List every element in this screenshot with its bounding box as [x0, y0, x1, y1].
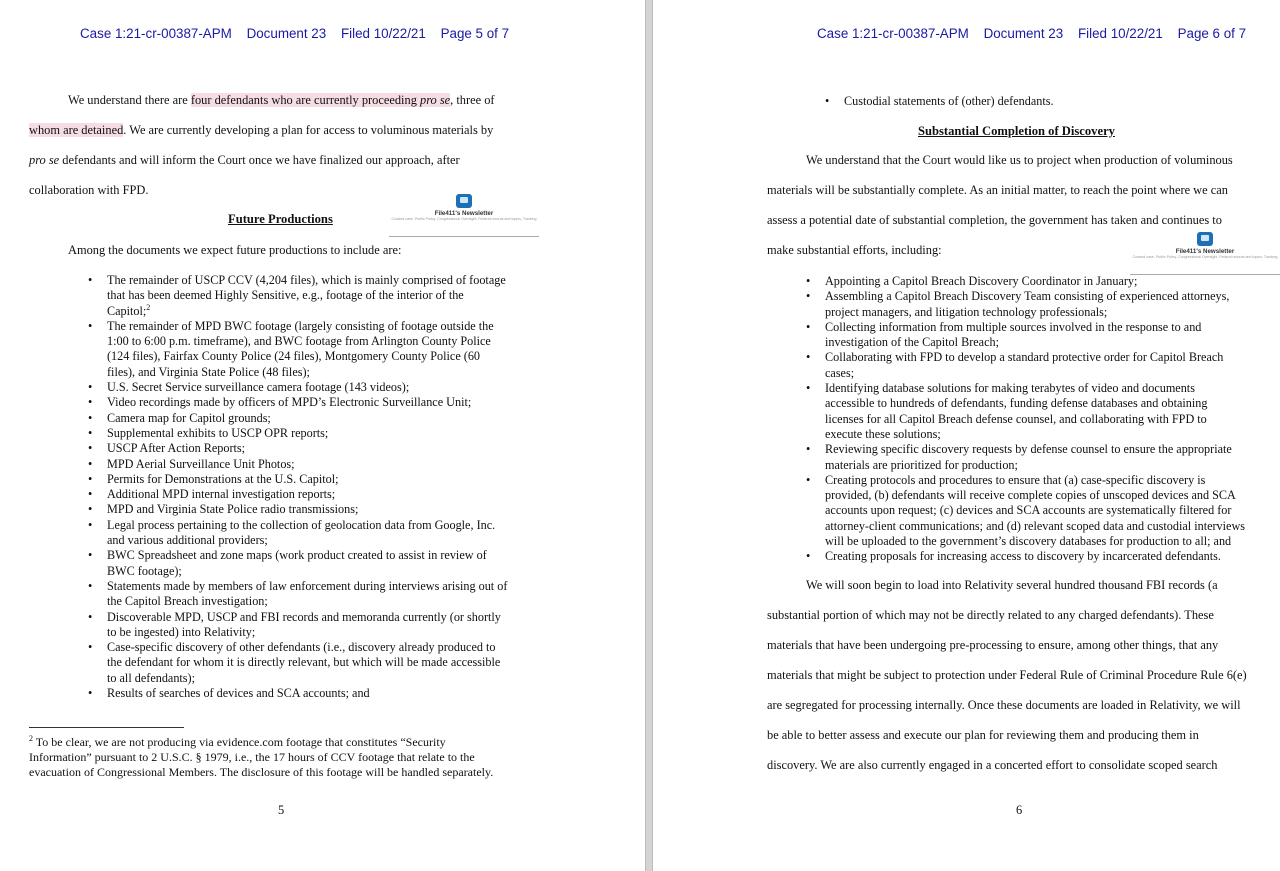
document-number: Document 23	[983, 26, 1064, 41]
intro-line: Among the documents we expect future productions to include are:	[68, 243, 402, 257]
paragraph-line: substantial portion of which may not be directly related to any charged defendants). These	[767, 608, 1214, 622]
efforts-list	[806, 274, 1276, 565]
list-item: • Discoverable MPD, USCP and FBI records and memoranda currently (or shortly to be ingested) into Relativity;	[88, 610, 548, 641]
list-item: • Statements made by members of law enforcement during interviews arising out of the Capitol Breach investigation;	[88, 579, 548, 610]
paragraph-line: We understand there are four defendants who are currently proceeding pro se, three of	[68, 93, 495, 107]
footnote: $^2$ To be clear, we are not producing via evidence.com footage that constitutes “Security Information” pursuant to 2 U.S.C. § 1979, i.e., the 17 hours of CCV footage that relate to the evacuation of Congressional Members. The disclosure of this footage will be handled separately.	[29, 734, 494, 779]
section-heading: Future Productions	[228, 212, 333, 226]
paragraph-line: be able to better assess and execute our plan for reviewing them and producing them in	[767, 728, 1199, 742]
paragraph-line: are segregated for processing internally. Once these documents are loaded in Relativity, we will	[767, 698, 1241, 712]
list-item: • Reviewing specific discovery requests by defense counsel to ensure the appropriate materials are prioritized for production;	[806, 442, 1276, 473]
list-item: • U.S. Secret Service surveillance camera footage (143 videos);	[88, 380, 548, 395]
list-item: • Case-specific discovery of other defendants (i.e., discovery already produced to the defendant for whom it is directly relevant, but which will be made accessible to all defendants);	[88, 640, 548, 686]
page-indicator: Page 6 of 7	[1177, 26, 1247, 41]
paragraph-line: materials that might be subject to protection under Federal Rule of Criminal Procedure Rule 6(e)	[767, 668, 1247, 682]
document-page-6	[653, 0, 1280, 871]
highlighted-text: four defendants who are currently proceeding pro se	[190, 93, 451, 107]
page-number: 5	[278, 803, 285, 817]
filed-date: Filed 10/22/21	[340, 26, 426, 41]
list-item: • Assembling a Capitol Breach Discovery Team consisting of experienced attorneys, project managers, and litigation technology professionals;	[806, 289, 1276, 320]
paragraph-line: collaboration with FPD.	[29, 183, 149, 197]
list-item: • Supplemental exhibits to USCP OPR reports;	[88, 426, 548, 441]
list-item: • Custodial statements of (other) defendants.	[825, 94, 1245, 109]
production-list	[88, 273, 548, 701]
paragraph-line: assess a potential date of substantial completion, the government has taken and continues to	[767, 213, 1222, 227]
newsletter-stamp: File411's Newsletter Curated case, Public Policy, Congressional Oversight, Federal records and topics, Tracking	[389, 192, 539, 237]
list-item: • MPD Aerial Surveillance Unit Photos;	[88, 457, 548, 472]
highlighted-text: whom are detained	[29, 123, 124, 137]
section-heading: Substantial Completion of Discovery	[918, 124, 1115, 138]
paragraph-line: discovery. We are also currently engaged in a concerted effort to consolidate scoped search	[767, 758, 1218, 772]
list-item: • Collecting information from multiple sources involved in the response to and investigation of the Capitol Breach;	[806, 320, 1276, 351]
page-header	[80, 26, 520, 41]
page-indicator: Page 5 of 7	[440, 26, 510, 41]
paragraph-line: We understand that the Court would like us to project when production of voluminous	[806, 153, 1233, 167]
page-number: 6	[1016, 803, 1023, 817]
list-item: • Camera map for Capitol grounds;	[88, 411, 548, 426]
list-item: • BWC Spreadsheet and zone maps (work product created to assist in review of BWC footage);	[88, 548, 548, 579]
list-item: • Permits for Demonstrations at the U.S. Capitol;	[88, 472, 548, 487]
list-item: • Creating proposals for increasing access to discovery by incarcerated defendants.	[806, 549, 1276, 564]
document-number: Document 23	[246, 26, 327, 41]
list-item: • Collaborating with FPD to develop a standard protective order for Capitol Breach cases;	[806, 350, 1276, 381]
list-item: • The remainder of USCP CCV (4,204 files), which is mainly comprised of footage that has been deemed Highly Sensitive, e.g., footage of the interior of the Capitol;$^2$	[88, 273, 548, 319]
top-bullet-list	[825, 94, 1245, 109]
list-item: • Additional MPD internal investigation reports;	[88, 487, 548, 502]
footnote-rule	[29, 727, 184, 728]
list-item: • Legal process pertaining to the collection of geolocation data from Google, Inc. and various additional providers;	[88, 518, 548, 549]
list-item: • The remainder of MPD BWC footage (largely consisting of footage outside the 1:00 to 6:00 p.m. timeframe), and BWC footage from Arlington County Police (124 files), Fairfax County Police (24 files), Montgomery County Police (60 files), and Virginia State Police (48 files);	[88, 319, 548, 380]
list-item: • Creating protocols and procedures to ensure that (a) case-specific discovery is provided, (b) defendants will receive complete copies of unscoped devices and SCA accounts upon request; (c) devices and SCA accounts are systematically filtered for attorney-client communications; and (d) relevant scoped data and custodial interviews will be uploaded to the government’s discovery databases for production to all; and	[806, 473, 1276, 549]
paragraph-line: make substantial efforts, including:	[767, 243, 942, 257]
case-number: Case 1:21-cr-00387-APM	[817, 26, 969, 41]
page-divider	[645, 0, 653, 871]
paragraph-line: whom are detained. We are currently developing a plan for access to voluminous materials by	[29, 123, 494, 137]
page-header	[817, 26, 1257, 41]
case-number: Case 1:21-cr-00387-APM	[80, 26, 232, 41]
list-item: • Video recordings made by officers of MPD’s Electronic Surveillance Unit;	[88, 395, 548, 410]
newsletter-stamp: File411's Newsletter Curated case, Public Policy, Congressional Oversight, Federal records and topics, Tracking	[1130, 230, 1280, 275]
list-item: • Identifying database solutions for making terabytes of video and documents accessible to hundreds of defendants, funding defense databases and obtaining licenses for all Capitol Breach defense counsel, and collaborating with FPD to execute these solutions;	[806, 381, 1276, 442]
newsletter-logo-icon	[1197, 232, 1213, 246]
paragraph-line: We will soon begin to load into Relativity several hundred thousand FBI records (a	[806, 578, 1218, 592]
newsletter-logo-icon	[456, 194, 472, 208]
list-item: • Results of searches of devices and SCA accounts; and	[88, 686, 548, 701]
paragraph-line: pro se defendants and will inform the Court once we have finalized our approach, after	[29, 153, 460, 167]
list-item: • MPD and Virginia State Police radio transmissions;	[88, 502, 548, 517]
footnote-reference: 2	[146, 302, 151, 312]
list-item: • Appointing a Capitol Breach Discovery Coordinator in January;	[806, 274, 1276, 289]
paragraph-line: materials will be substantially complete. As an initial matter, to reach the point where we can	[767, 183, 1228, 197]
paragraph-line: materials that have been undergoing pre-processing to ensure, among other things, that any	[767, 638, 1219, 652]
list-item: • USCP After Action Reports;	[88, 441, 548, 456]
filed-date: Filed 10/22/21	[1077, 26, 1163, 41]
